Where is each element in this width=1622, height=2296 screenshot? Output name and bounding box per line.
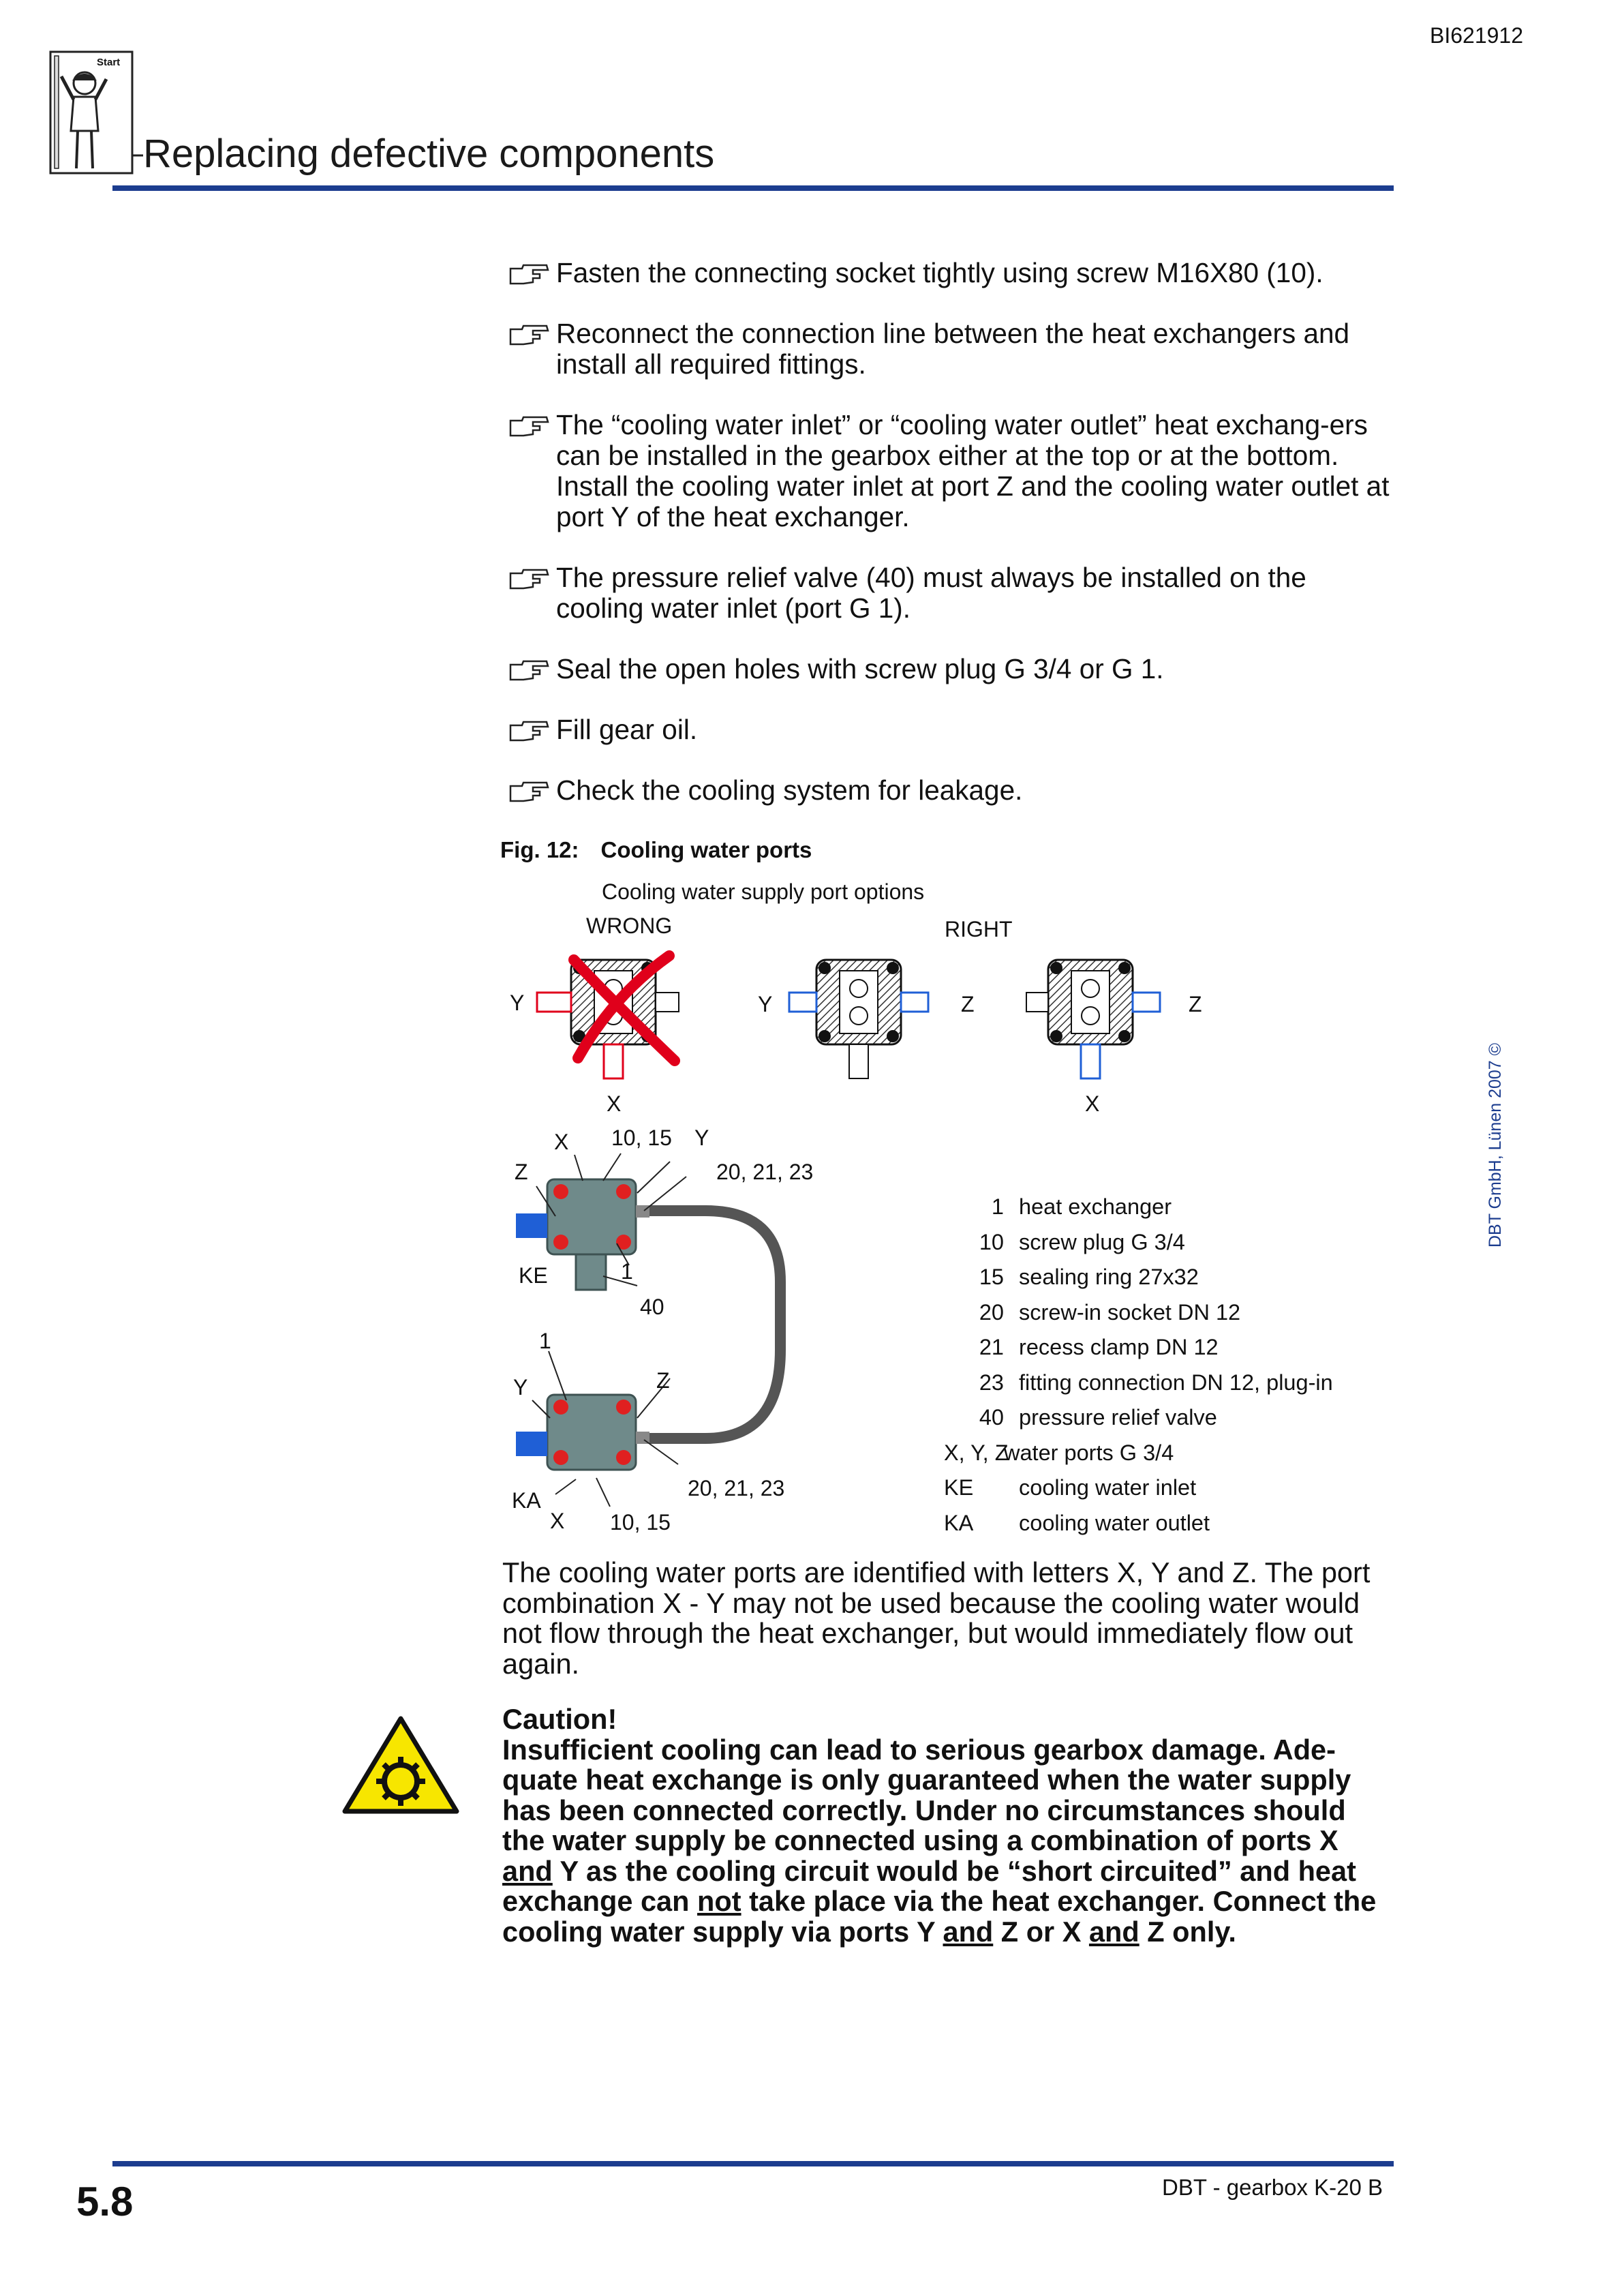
connection-hose (647, 1211, 780, 1438)
copyright-notice: DBT GmbH, Lünen 2007 © (1486, 1042, 1505, 1248)
gear-warning-icon (341, 1715, 461, 1817)
step-text: The “cooling water inlet” or “cooling water outlet” heat exchang-ers can be installed in the gearbox either at the top or at the bottom. Install the cooling water inlet at port Z and the cooling water outlet at port Y of the heat exchanger. (556, 409, 1390, 532)
pointing-hand-icon (508, 720, 556, 743)
figure-caption (500, 837, 812, 863)
document-id: BI621912 (1430, 23, 1524, 48)
page-number: 5.8 (76, 2179, 134, 2224)
step-text: Check the cooling system for leakage. (556, 774, 1023, 806)
heat-exchanger-assembly-diagram (501, 1125, 855, 1541)
pointing-hand-icon (508, 263, 556, 286)
legend-item: X, Y, Z water ports G 3/4 (944, 1440, 1174, 1465)
header-rule (112, 185, 1394, 191)
label-10-15: 10, 15 (610, 1510, 671, 1535)
caution-heading: Caution! (502, 1703, 617, 1735)
label-1: 1 (539, 1329, 551, 1353)
legend-item: 21 recess clamp DN 12 (979, 1335, 1219, 1359)
start-worker-logo (48, 49, 143, 185)
instruction-step (508, 318, 1394, 380)
caution-block (502, 1704, 1395, 1947)
pointing-hand-icon (508, 781, 556, 804)
instruction-step (508, 654, 1394, 684)
port-options-diagram (498, 941, 1234, 1132)
lower-heat-exchanger (516, 1395, 649, 1470)
legend-item: 15 sealing ring 27x32 (979, 1265, 1199, 1289)
legend-item: 40 pressure relief valve (979, 1405, 1217, 1430)
port-z-label: Z (1189, 992, 1202, 1016)
legend-item: KA cooling water outlet (944, 1510, 1210, 1535)
footer-rule (112, 2161, 1394, 2166)
pointing-hand-icon (508, 659, 556, 682)
port-x-label: X (607, 1091, 622, 1116)
port-z-label: Z (515, 1160, 528, 1184)
footer-doc-name: DBT - gearbox K-20 B (1162, 2175, 1383, 2200)
label-40: 40 (640, 1295, 664, 1319)
step-text: Reconnect the connection line between the heat exchangers and install all required fittings. (556, 318, 1350, 380)
label-ke: KE (519, 1263, 548, 1288)
pointing-hand-icon (508, 324, 556, 347)
logo-start-text: Start (97, 57, 121, 68)
step-text: Fasten the connecting socket tightly using screw M16X80 (10). (556, 257, 1323, 288)
port-x-label: X (1085, 1091, 1100, 1116)
right-port-block-yz (758, 960, 975, 1078)
pointing-hand-icon (508, 568, 556, 591)
legend-item: 10 screw plug G 3/4 (979, 1229, 1185, 1254)
label-ka: KA (512, 1488, 541, 1513)
legend-item: 1 heat exchanger (991, 1194, 1172, 1219)
instruction-step (508, 258, 1394, 288)
instruction-step (508, 775, 1394, 806)
step-text: The pressure relief valve (40) must always be installed on the cooling water inlet (port G 1). (556, 562, 1306, 624)
legend-item: 20 screw-in socket DN 12 (979, 1299, 1241, 1325)
pointing-hand-icon (508, 415, 556, 438)
legend-item: KE cooling water inlet (944, 1475, 1197, 1500)
right-label: RIGHT (945, 917, 1013, 941)
right-port-block-xz (1026, 960, 1202, 1116)
instruction-step (508, 410, 1394, 532)
port-z-label: Z (961, 992, 975, 1016)
step-text: Seal the open holes with screw plug G 3/4 or G 1. (556, 653, 1164, 684)
page-title: Replacing defective components (143, 132, 715, 176)
port-y-label: Y (513, 1375, 528, 1400)
wrong-port-block (510, 956, 679, 1116)
figure-legend (944, 1190, 1333, 1541)
body-paragraph: The cooling water ports are identified with letters X, Y and Z. The port combination X - Y may not be used because the cooling water would not flow through the heat exchanger, but would immediately flow out again. (502, 1556, 1371, 1680)
step-text: Fill gear oil. (556, 714, 698, 745)
label-20-21-23: 20, 21, 23 (716, 1160, 814, 1184)
label-1: 1 (621, 1259, 633, 1284)
port-y-label: Y (758, 992, 773, 1016)
port-y-label: Y (510, 991, 525, 1015)
figure-caption-text: Cooling water ports (600, 837, 812, 862)
figure-subtitle: Cooling water supply port options (602, 879, 925, 904)
port-y-label: Y (694, 1126, 709, 1150)
legend-item: 23 fitting connection DN 12, plug-in (979, 1370, 1333, 1395)
label-20-21-23: 20, 21, 23 (688, 1476, 785, 1500)
wrong-label: WRONG (586, 913, 673, 938)
instruction-steps (508, 258, 1394, 836)
port-z-label: Z (656, 1368, 670, 1393)
instruction-step (508, 562, 1394, 624)
instruction-step (508, 714, 1394, 745)
port-x-label: X (550, 1509, 565, 1533)
caution-text: Insufficient cooling can lead to serious gearbox damage. Ade-quate heat exchange is only guaranteed when the water supply has been connected correctly. Under no circumstances should the water supply be connected using a combination of ports X and Y as the cooling circuit would be “short circuited” and heat exchange can not take place via the heat exchanger. Connect the cooling water supply via ports Y and Z or X and Z only. (502, 1733, 1377, 1948)
figure-number: Fig. 12: (500, 837, 579, 862)
port-x-label: X (554, 1130, 569, 1154)
label-10-15: 10, 15 (611, 1126, 672, 1150)
